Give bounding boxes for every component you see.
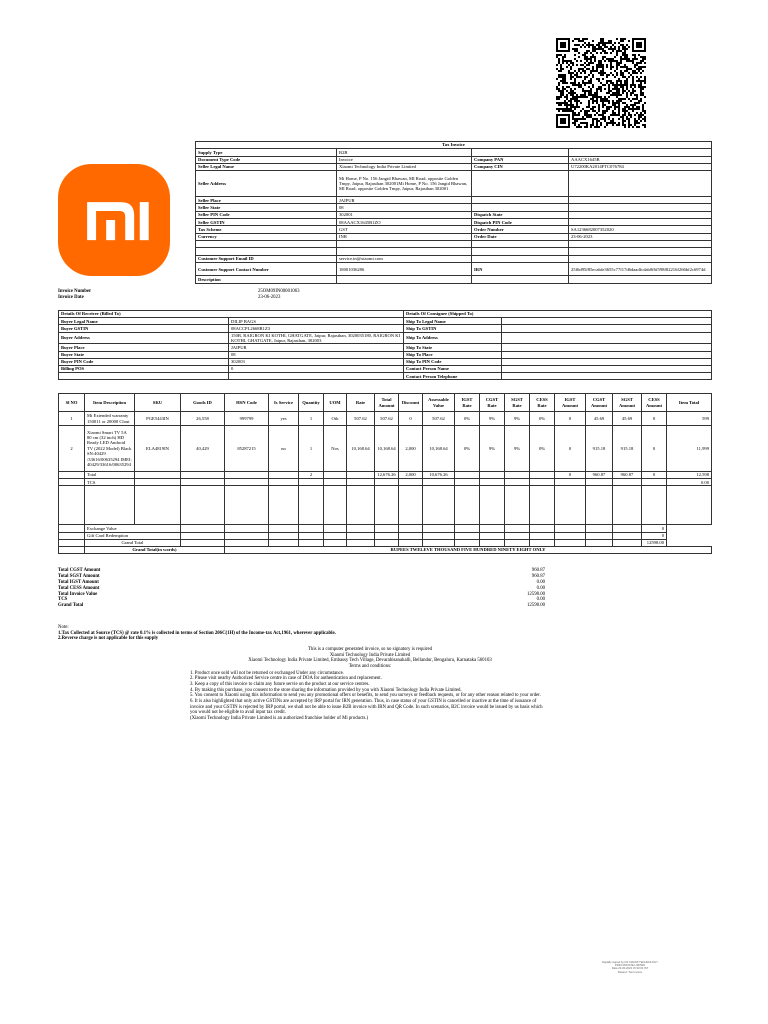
support-contact-value: 18001036286 bbox=[337, 263, 472, 276]
header-label: Currency bbox=[196, 233, 337, 240]
items-header-cell: SGST Amount bbox=[613, 394, 642, 412]
signature-line-2: INDIA PRIVATE LIMITED bbox=[614, 964, 646, 968]
digital-signature bbox=[598, 961, 662, 974]
item-cell: 2,000 bbox=[399, 426, 423, 472]
header-value-right bbox=[569, 149, 712, 156]
receiver-row bbox=[59, 373, 712, 380]
header-value-right: 23-06-2023 bbox=[569, 233, 712, 240]
receiver-value: 302003 bbox=[229, 358, 404, 365]
notes-title: Note: bbox=[58, 625, 69, 630]
items-header-cell: Assessable Value bbox=[423, 394, 455, 412]
qr-code bbox=[556, 38, 646, 128]
irn-label: IRN bbox=[472, 263, 569, 276]
receiver-label bbox=[59, 373, 229, 380]
invoice-info bbox=[58, 289, 300, 300]
totals-label: Total IGST Amount bbox=[58, 579, 99, 585]
item-cell: yes bbox=[269, 412, 299, 426]
item-cell: 9% bbox=[505, 426, 530, 472]
item-row bbox=[59, 426, 712, 472]
total-cgst: 960.87 bbox=[586, 472, 613, 479]
item-cell: 2 bbox=[59, 426, 85, 472]
totals-summary bbox=[58, 568, 545, 609]
terms-item: 4. By making this purchase, you consent to the store sharing the information provided by you with Xiaomi Technology India Private Limited. bbox=[190, 687, 462, 693]
items-header-cell: IGST Amount bbox=[555, 394, 586, 412]
header-label-right bbox=[472, 171, 569, 197]
header-value-right: SA1236682007352020 bbox=[569, 226, 712, 233]
item-cell: 0 bbox=[555, 412, 586, 426]
items-header-cell: Goods ID bbox=[181, 394, 225, 412]
items-header-cell: UOM bbox=[324, 394, 347, 412]
receiver-row bbox=[59, 365, 712, 372]
item-cell: 10,168.64 bbox=[423, 426, 455, 472]
total-igst: 0 bbox=[555, 472, 586, 479]
consignee-label: Ship To State bbox=[404, 344, 502, 351]
exchange-label: Exchange Value bbox=[85, 525, 181, 532]
item-cell: 40,429 bbox=[181, 426, 225, 472]
totals-value: 12598.00 bbox=[527, 603, 545, 609]
header-row bbox=[196, 197, 712, 204]
header-label-right: Order Date bbox=[472, 233, 569, 240]
invoice-number-label: Invoice Number bbox=[58, 289, 92, 294]
invoice-number: 25OM09IN00001063 bbox=[258, 289, 300, 294]
totals-label: Total CESS Amount bbox=[58, 585, 100, 591]
item-cell: 11,999 bbox=[667, 426, 712, 472]
receiver-label: Buyer GSTIN bbox=[59, 325, 229, 332]
receiver-value: 0 bbox=[229, 365, 404, 372]
totals-label: Total Invoice Value bbox=[58, 591, 98, 597]
terms-list bbox=[190, 671, 550, 722]
invoice-date: 23-06-2023 bbox=[258, 294, 281, 300]
header-value: Xiaomi Technology India Private Limited bbox=[337, 163, 472, 170]
header-row bbox=[196, 204, 712, 211]
receiver-label: Buyer Legal Name bbox=[59, 318, 229, 325]
header-value: 302001 bbox=[337, 211, 472, 218]
header-value: Mi Home, P No. 156 Jangid Bhawan, MI Road, opposite Golden Tmpy, Jaipur, Rajasthan 302001Mi Home, P No. 156 Jangid Bhawan, MI Road, opposite Golden Tmpy, Jaipur, Rajasthan 302001 bbox=[337, 171, 472, 197]
item-cell: 45.69 bbox=[613, 412, 642, 426]
header-value: B2B bbox=[337, 149, 472, 156]
grand-total-value: 12598.00 bbox=[642, 539, 667, 546]
header-row bbox=[196, 226, 712, 233]
totals-value: 960.87 bbox=[531, 573, 545, 579]
header-row bbox=[196, 163, 712, 170]
consignee-value bbox=[502, 351, 712, 358]
header-value: Invoice bbox=[337, 156, 472, 163]
item-cell: Xiaomi Smart TV 5A 80 cm (32 inch) HD Ready LED Android TV (2022 Model) Black SN:40429 /33616/00635294 IMEI: 40429/33616/00635294 bbox=[85, 426, 135, 472]
items-header-cell: Is Service bbox=[269, 394, 299, 412]
description-label: Description bbox=[196, 276, 337, 283]
consignee-value bbox=[502, 365, 712, 372]
receiver-label: Buyer PIN Code bbox=[59, 358, 229, 365]
notes bbox=[58, 625, 336, 642]
header-value-right bbox=[569, 211, 712, 218]
items-header-cell: CGST Rate bbox=[480, 394, 505, 412]
tcs-row-value: 0.00 bbox=[667, 479, 712, 486]
header-value: 08 bbox=[337, 204, 472, 211]
header-label: Document Type Code bbox=[196, 156, 337, 163]
totals-value: 0.00 bbox=[536, 585, 545, 591]
consignee-label: Contact Person Telephone bbox=[404, 373, 502, 380]
irn-value: 25f6d95f85ecabfe3655c77f17d6daadfcdab0f6f598f82216f266bf2c6974d bbox=[569, 263, 712, 276]
receiver-label: Buyer Place bbox=[59, 344, 229, 351]
grand-total-words-label: Grand Total(in words) bbox=[85, 546, 225, 553]
total-qty: 2 bbox=[299, 472, 324, 479]
header-value: JAIPUR bbox=[337, 197, 472, 204]
receiver-label: Billing POS bbox=[59, 365, 229, 372]
items-header-cell: CGST Amount bbox=[586, 394, 613, 412]
tax-invoice-title: Tax Invoice bbox=[196, 142, 712, 149]
grand-total-label: Grand Total bbox=[85, 539, 181, 546]
footer-line-1: This is a computer generated invoice, so no signatory is required bbox=[307, 647, 433, 652]
receiver-row bbox=[59, 351, 712, 358]
item-cell: 85287215 bbox=[225, 426, 269, 472]
total-cess: 0 bbox=[642, 472, 667, 479]
terms-item: 5. You consent to Xiaomi using this information to send you any promotional offers or benefits, to send you surveys or feedback requests, or for any other reason related to your order. bbox=[190, 693, 541, 699]
header-row bbox=[196, 219, 712, 226]
item-cell: 9% bbox=[505, 412, 530, 426]
item-cell: 0 bbox=[555, 426, 586, 472]
items-header-cell: Item Total bbox=[667, 394, 712, 412]
header-label-right bbox=[472, 149, 569, 156]
item-cell: 0 bbox=[642, 412, 667, 426]
header-label: Seller PIN Code bbox=[196, 211, 337, 218]
signature-line-3: Date:23-06-2023 15:33:00 IST bbox=[611, 967, 649, 971]
item-cell: 9% bbox=[480, 412, 505, 426]
totals-value: 960.87 bbox=[531, 568, 545, 573]
footer-line-2: Xiaomi Technology India Private Limited bbox=[329, 652, 411, 658]
support-contact-label: Customer Support Contact Number bbox=[196, 263, 337, 276]
header-label-right: Dispatch PIN Code bbox=[472, 219, 569, 226]
total-sgst: 960.87 bbox=[613, 472, 642, 479]
receiver-row bbox=[59, 318, 712, 325]
note-line-1: 1.Tax Collected at Source (TCS) @ rate 0.1% is collected in terms of Section 206C(1H) of the Income-tax Act,1961, wherever applicable. bbox=[58, 630, 336, 636]
totals-label: TCS bbox=[58, 597, 68, 603]
item-cell: 0 bbox=[642, 426, 667, 472]
header-row bbox=[196, 149, 712, 156]
header-label-right bbox=[472, 204, 569, 211]
items-header-cell: SGST Rate bbox=[505, 394, 530, 412]
items-table bbox=[58, 393, 712, 554]
tcs-row-label: TCS bbox=[85, 479, 135, 486]
item-cell: 26,558 bbox=[181, 412, 225, 426]
consignee-label: Ship To Legal Name bbox=[404, 318, 502, 325]
giftcard-label: Gift Card Redemption bbox=[85, 532, 181, 539]
terms-item: 3. Keep a copy of this invoice to claim any future servie on the product at our service centres. bbox=[190, 681, 370, 687]
header-row bbox=[196, 156, 712, 163]
item-cell: 507.62 bbox=[347, 412, 375, 426]
header-row bbox=[196, 171, 712, 197]
header-label-right bbox=[472, 197, 569, 204]
grand-total-words-value: RUPEES TWELEVE THOUSAND FIVE HUNDRED NINETY EIGHT ONLY bbox=[225, 546, 712, 553]
receiver-value: 08ACCPL2668R1Z3 bbox=[229, 325, 404, 332]
invoice-date-label: Invoice Date bbox=[58, 294, 84, 300]
header-label-right: Dispatch State bbox=[472, 211, 569, 218]
totals-label: Total CGST Amount bbox=[58, 568, 101, 573]
header-row bbox=[196, 233, 712, 240]
terms-item: 1. Product once sold will not be returned or exchanged Under any circumstance. bbox=[190, 670, 344, 676]
header-value-right: AAACX1645B bbox=[569, 156, 712, 163]
item-cell: Nos bbox=[324, 426, 347, 472]
item-cell: Mi Extended warranty 150011 or 20000 Clout bbox=[85, 412, 135, 426]
totals-row bbox=[58, 603, 545, 609]
item-cell: 10,168.64 bbox=[347, 426, 375, 472]
header-label: Seller GSTIN bbox=[196, 219, 337, 226]
items-header-cell: Total Amount bbox=[375, 394, 399, 412]
item-cell: 1 bbox=[299, 412, 324, 426]
support-email-value: service.in@xiaomi.com bbox=[337, 255, 472, 262]
consignee-label: Ship To GSTIN bbox=[404, 325, 502, 332]
total-discount: 2,000 bbox=[399, 472, 423, 479]
header-label: Seller Address bbox=[196, 171, 337, 197]
receiver-title: Details Of Receiver (Billed To) bbox=[59, 311, 404, 318]
item-cell: 915.18 bbox=[586, 426, 613, 472]
header-label: Tax Scheme bbox=[196, 226, 337, 233]
item-cell: ELA4819IN bbox=[135, 426, 181, 472]
consignee-value bbox=[502, 332, 712, 344]
totals-value: 0.00 bbox=[536, 579, 545, 585]
items-header-cell: IGST Rate bbox=[455, 394, 480, 412]
header-label: Supply Type bbox=[196, 149, 337, 156]
mi-logo bbox=[58, 164, 170, 276]
receiver-label: Buyer Address bbox=[59, 332, 229, 344]
invoice-header-table bbox=[195, 141, 712, 284]
header-label-right: Company CIN bbox=[472, 163, 569, 170]
consignee-value bbox=[502, 358, 712, 365]
header-value-right: U72200KA2014FTC076784 bbox=[569, 163, 712, 170]
consignee-title: Details Of Consignee (Shipped To) bbox=[404, 311, 712, 318]
header-label: Seller Legal Name bbox=[196, 163, 337, 170]
receiver-row bbox=[59, 325, 712, 332]
signature-line-1: Digitally signed by DS XIAOMI TECHNOLOGY bbox=[602, 961, 658, 964]
consignee-label: Contact Person Name bbox=[404, 365, 502, 372]
item-cell: 599 bbox=[667, 412, 712, 426]
header-value: GST bbox=[337, 226, 472, 233]
receiver-value: DILIP BAGS bbox=[229, 318, 404, 325]
receiver-label: Buyer State bbox=[59, 351, 229, 358]
item-cell: 1 bbox=[59, 412, 85, 426]
footer bbox=[190, 647, 550, 722]
header-label-right: Company PAN bbox=[472, 156, 569, 163]
header-value: 08AAACX1645B1ZO bbox=[337, 219, 472, 226]
header-value-right bbox=[569, 219, 712, 226]
total-amount: 12,676.26 bbox=[375, 472, 399, 479]
receiver-table bbox=[58, 310, 712, 380]
item-cell: 0% bbox=[530, 412, 555, 426]
items-header-cell: CESS Rate bbox=[530, 394, 555, 412]
header-row bbox=[196, 211, 712, 218]
item-cell: 507.62 bbox=[423, 412, 455, 426]
receiver-value: JAIPUR bbox=[229, 344, 404, 351]
giftcard-value: 0 bbox=[642, 532, 667, 539]
items-header-cell: Discount bbox=[399, 394, 423, 412]
item-cell: 0% bbox=[455, 426, 480, 472]
receiver-row bbox=[59, 358, 712, 365]
receiver-row bbox=[59, 344, 712, 351]
exchange-value: 0 bbox=[642, 525, 667, 532]
consignee-label: Ship To Place bbox=[404, 351, 502, 358]
terms-item: 6. It is also highlighted that only active GSTINs are accepted by IRP portal for IRN generation. Thus, in case status of your GSTIN is cancelled or inactive at the time of issuance of invoice and your GSTIN is rejected by IRP portal, we shall not be able to issue B2B invoice with IRN and QR Code. In such scenarios, B2C invoice would be issued by us basis which you would not be eligible to avail input tax credit. bbox=[190, 698, 543, 716]
receiver-row bbox=[59, 332, 712, 344]
header-label-right: Order Number bbox=[472, 226, 569, 233]
total-assessable: 10,676.26 bbox=[423, 472, 455, 479]
receiver-value: 150B, RAIGRON KI KOTHI, GHATGATE, Jaipur, Rajasthan, 3020035180, RAIGRON KI KOTHI, GHATGATE, Jaipur, Rajasthan, 302003 bbox=[229, 332, 404, 344]
total-item-total: 12,598 bbox=[667, 472, 712, 479]
totals-value: 0.00 bbox=[536, 597, 545, 603]
item-cell: 507.62 bbox=[375, 412, 399, 426]
consignee-value bbox=[502, 318, 712, 325]
totals-label: Grand Total bbox=[58, 603, 84, 609]
consignee-value bbox=[502, 325, 712, 332]
item-cell: 915.18 bbox=[613, 426, 642, 472]
item-row bbox=[59, 412, 712, 426]
total-row-label: Total bbox=[85, 472, 135, 479]
items-header-cell: Quantity bbox=[299, 394, 324, 412]
receiver-value bbox=[229, 373, 404, 380]
item-cell: 45.69 bbox=[586, 412, 613, 426]
item-cell: 0 bbox=[399, 412, 423, 426]
item-cell: 0% bbox=[530, 426, 555, 472]
consignee-label: Ship To Address bbox=[404, 332, 502, 344]
consignee-value bbox=[502, 344, 712, 351]
header-label: Seller State bbox=[196, 204, 337, 211]
footer-line-3: Xiaomi Technology India Private Limited, Embassy Tech Village, Devarabisanahalli, Bellandur, Bengaluru, Karnataka 560103 bbox=[248, 658, 492, 664]
support-email-label: Customer Support Email ID bbox=[196, 255, 337, 262]
items-header-cell: CESS Amount bbox=[642, 394, 667, 412]
header-label: Seller Place bbox=[196, 197, 337, 204]
item-cell: 1 bbox=[299, 426, 324, 472]
item-cell: 999799 bbox=[225, 412, 269, 426]
items-header-cell: Sl NO bbox=[59, 394, 85, 412]
consignee-value bbox=[502, 373, 712, 380]
items-header-cell: Rate bbox=[347, 394, 375, 412]
header-value-right bbox=[569, 204, 712, 211]
items-header-cell: SKU bbox=[135, 394, 181, 412]
header-value: INR bbox=[337, 233, 472, 240]
note-line-2: 2.Reverse charge is not applicable for this supply bbox=[58, 636, 159, 642]
item-cell: Oth bbox=[324, 412, 347, 426]
totals-label: Total SGST Amount bbox=[58, 573, 100, 579]
totals-value: 12598.00 bbox=[527, 591, 545, 597]
items-header-cell: HSN Code bbox=[225, 394, 269, 412]
item-cell: PGE5443IN bbox=[135, 412, 181, 426]
header-value-right bbox=[569, 197, 712, 204]
terms-item: (Xiaomi Technology India Private Limited is an authorized franchise holder of Mi products.) bbox=[190, 715, 369, 721]
header-value-right bbox=[569, 171, 712, 197]
terms-item: 2. Please visit nearby Authorized Service centre in case of DOA for authentication and replacement. bbox=[190, 676, 382, 682]
receiver-value: 08 bbox=[229, 351, 404, 358]
item-cell: 9% bbox=[480, 426, 505, 472]
item-cell: no bbox=[269, 426, 299, 472]
consignee-label: Ship To PIN Code bbox=[404, 358, 502, 365]
footer-line-4: Terms and conditions: bbox=[348, 663, 392, 669]
item-cell: 10,168.64 bbox=[375, 426, 399, 472]
signature-line-4: Reason: Tax Invoice bbox=[617, 970, 643, 974]
item-cell: 0% bbox=[455, 412, 480, 426]
items-header-cell: Item Description bbox=[85, 394, 135, 412]
